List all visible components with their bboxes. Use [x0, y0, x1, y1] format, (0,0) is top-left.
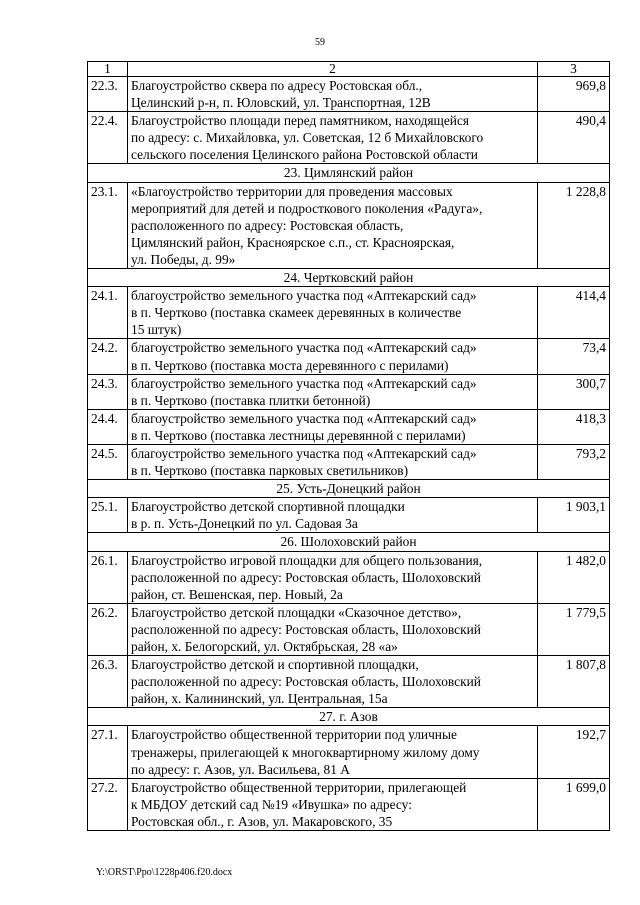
- table-row: [88, 656, 610, 708]
- section-header-row: [88, 708, 610, 726]
- description-line: расположенной по адресу: Ростовская область, Шолоховский: [131, 569, 481, 585]
- item-description: [128, 374, 538, 409]
- description-line: благоустройство земельного участка под «Аптекарский сад»: [131, 288, 477, 304]
- item-number: 24.3.: [88, 374, 128, 409]
- item-amount: 192,7: [538, 726, 610, 778]
- description-line: расположенной по адресу: Ростовская область, Шолоховский: [131, 621, 481, 637]
- item-description: [128, 603, 538, 655]
- item-amount: 418,3: [538, 409, 610, 444]
- item-number: 26.2.: [88, 603, 128, 655]
- description-line: Ростовская обл., г. Азов, ул. Макаровского, 35: [131, 813, 393, 829]
- item-number: 24.1.: [88, 287, 128, 339]
- item-number: 26.1.: [88, 551, 128, 603]
- description-line: Благоустройство общественной территории, прилегающей: [131, 779, 467, 795]
- description-line: Благоустройство игровой площадки для общего пользования,: [131, 552, 483, 568]
- section-title: 24. Чертковский район: [88, 269, 610, 287]
- item-amount: 1 779,5: [538, 603, 610, 655]
- item-number: 23.1.: [88, 182, 128, 268]
- item-number: 22.4.: [88, 112, 128, 164]
- table-row: [88, 374, 610, 409]
- item-description: [128, 112, 538, 164]
- description-line: в п. Чертково (поставка скамеек деревянных в количестве: [131, 305, 462, 321]
- item-amount: 300,7: [538, 374, 610, 409]
- item-number: 27.2.: [88, 778, 128, 830]
- description-line: Цимлянский район, Красноярское с.п., ст. Красноярская,: [131, 234, 455, 250]
- section-title: 26. Шолоховский район: [88, 533, 610, 551]
- table-row: [88, 551, 610, 603]
- column-header-row: [88, 62, 610, 77]
- column-header-2: 2: [128, 62, 538, 77]
- description-line: расположенной по адресу: Ростовская область, Шолоховский: [131, 674, 481, 690]
- item-description: [128, 444, 538, 479]
- section-title: 23. Цимлянский район: [88, 164, 610, 182]
- section-header-row: [88, 480, 610, 498]
- description-line: район, ст. Вешенская, пер. Новый, 2а: [131, 586, 343, 602]
- item-number: 26.3.: [88, 656, 128, 708]
- item-number: 25.1.: [88, 498, 128, 533]
- item-amount: 1 699,0: [538, 778, 610, 830]
- item-amount: 1 228,8: [538, 182, 610, 268]
- item-description: [128, 726, 538, 778]
- table-row: [88, 444, 610, 479]
- table-row: [88, 339, 610, 374]
- table-row: [88, 603, 610, 655]
- table-row: [88, 182, 610, 268]
- description-line: благоустройство земельного участка под «Аптекарский сад»: [131, 340, 477, 356]
- item-amount: 1 807,8: [538, 656, 610, 708]
- item-description: [128, 551, 538, 603]
- item-amount: 490,4: [538, 112, 610, 164]
- item-description: [128, 778, 538, 830]
- description-line: сельского поселения Целинского района Ростовской области: [131, 147, 478, 163]
- description-line: благоустройство земельного участка под «Аптекарский сад»: [131, 410, 477, 426]
- item-number: 24.4.: [88, 409, 128, 444]
- item-amount: 969,8: [538, 77, 610, 112]
- table-row: [88, 778, 610, 830]
- table-row: [88, 726, 610, 778]
- item-amount: 793,2: [538, 444, 610, 479]
- description-line: Благоустройство детской площадки «Сказочное детство»,: [131, 604, 462, 620]
- table-row: [88, 77, 610, 112]
- page-number: 59: [315, 37, 325, 48]
- table-row: [88, 498, 610, 533]
- description-line: в п. Чертково (поставка лестницы деревянной с перилами): [131, 427, 466, 443]
- column-header-3: 3: [538, 62, 610, 77]
- description-line: Благоустройство общественной территории под уличные: [131, 727, 457, 743]
- description-line: район, х. Белогорский, ул. Октябрьская, 28 «а»: [131, 639, 398, 654]
- description-line: тренажеры, прилегающей к многоквартирному жилому дому: [131, 744, 480, 760]
- section-header-row: [88, 533, 610, 551]
- item-number: 24.2.: [88, 339, 128, 374]
- description-line: Благоустройство детской спортивной площадки: [131, 499, 405, 515]
- item-amount: 414,4: [538, 287, 610, 339]
- description-line: Благоустройство площади перед памятником, находящейся: [131, 113, 470, 129]
- item-description: [128, 339, 538, 374]
- section-title: 25. Усть-Донецкий район: [88, 480, 610, 498]
- description-line: в п. Чертково (поставка плитки бетонной): [131, 392, 371, 408]
- description-line: ул. Победы, д. 99»: [131, 251, 236, 267]
- description-line: 15 штук): [131, 322, 182, 338]
- item-description: [128, 77, 538, 112]
- description-line: в п. Чертково (поставка парковых светильников): [131, 463, 409, 479]
- file-path-footer: Y:\ORST\Ppo\1228p406.f20.docx: [96, 867, 233, 878]
- section-title: 27. г. Азов: [88, 708, 610, 726]
- item-amount: 1 482,0: [538, 551, 610, 603]
- budget-table: [87, 61, 610, 831]
- section-header-row: [88, 269, 610, 287]
- item-number: 27.1.: [88, 726, 128, 778]
- table-row: [88, 112, 610, 164]
- description-line: по адресу: с. Михайловка, ул. Советская, 12 б Михайловского: [131, 130, 484, 146]
- column-header-1: 1: [88, 62, 128, 77]
- description-line: мероприятий для детей и подросткового поколения «Радуга»,: [131, 200, 483, 216]
- description-line: благоустройство земельного участка под «Аптекарский сад»: [131, 445, 477, 461]
- description-line: Благоустройство детской и спортивной площадки,: [131, 657, 419, 673]
- description-line: благоустройство земельного участка под «Аптекарский сад»: [131, 375, 477, 391]
- description-line: район, х. Калининский, ул. Центральная, 15а: [131, 691, 388, 707]
- description-line: к МБДОУ детский сад №19 «Ивушка» по адресу:: [131, 796, 412, 812]
- description-line: в р. п. Усть-Донецкий по ул. Садовая 3а: [131, 516, 358, 532]
- item-number: 22.3.: [88, 77, 128, 112]
- description-line: в п. Чертково (поставка моста деревянного с перилами): [131, 357, 449, 373]
- item-description: [128, 182, 538, 268]
- item-description: [128, 498, 538, 533]
- item-description: [128, 656, 538, 708]
- item-description: [128, 287, 538, 339]
- table-row: [88, 409, 610, 444]
- item-amount: 1 903,1: [538, 498, 610, 533]
- item-number: 24.5.: [88, 444, 128, 479]
- item-description: [128, 409, 538, 444]
- description-line: по адресу: г. Азов, ул. Васильева, 81 А: [131, 761, 350, 777]
- item-amount: 73,4: [538, 339, 610, 374]
- description-line: Целинский р-н, п. Юловский, ул. Транспортная, 12В: [131, 95, 431, 111]
- description-line: расположенного по адресу: Ростовская область,: [131, 217, 404, 233]
- description-line: «Благоустройство территории для проведения массовых: [131, 183, 453, 199]
- section-header-row: [88, 164, 610, 182]
- description-line: Благоустройство сквера по адресу Ростовская обл.,: [131, 78, 423, 93]
- table-row: [88, 287, 610, 339]
